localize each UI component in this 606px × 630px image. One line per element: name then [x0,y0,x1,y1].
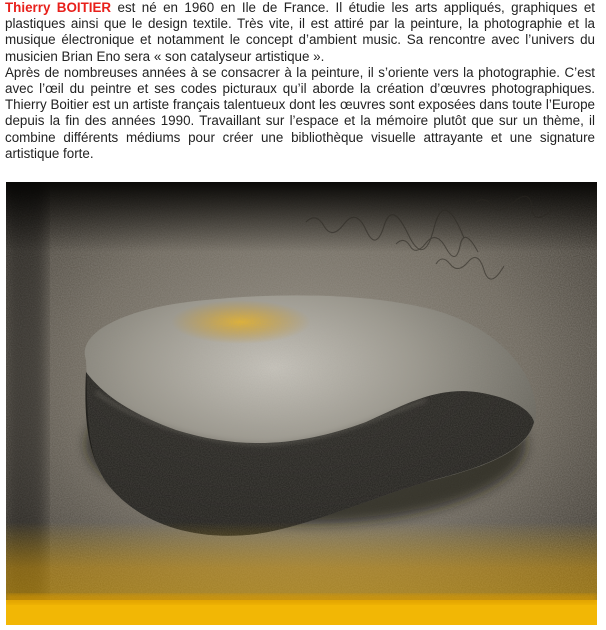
bio-paragraph-1 [5,0,595,65]
artist-name: Thierry BOITIER [5,0,112,15]
artist-bio [5,0,595,162]
bio-paragraph-2: Après de nombreuses années à se consacrer à la peinture, il s’oriente vers la photographie. C’est avec l’œil du peintre et ses codes picturaux qu’il aborde la création d’œuvres photographiques. Thierry Boitier est un artiste français talentueux dont les œuvres sont exposées dans toute l’Europe depuis la fin des années 1990. Travaillant sur l’espace et la mémoire plutôt que sur un thème, il combine différents médiums pour créer une bibliothèque visuelle attrayante et une signature artistique forte. [5,64,595,161]
bio-paragraph-1-text: est né en 1960 en Ile de France. Il étudie les arts appliqués, graphiques et plastiques ainsi que le design textile. Très vite, il est attiré par la peinture, la photographie et la musique électronique et notamment le concept d’ambient music. Sa rencontre avec l’univers du musicien Brian Eno sera « son catalyseur artistique ». [5,0,595,64]
artwork-photo-stone [6,182,597,625]
